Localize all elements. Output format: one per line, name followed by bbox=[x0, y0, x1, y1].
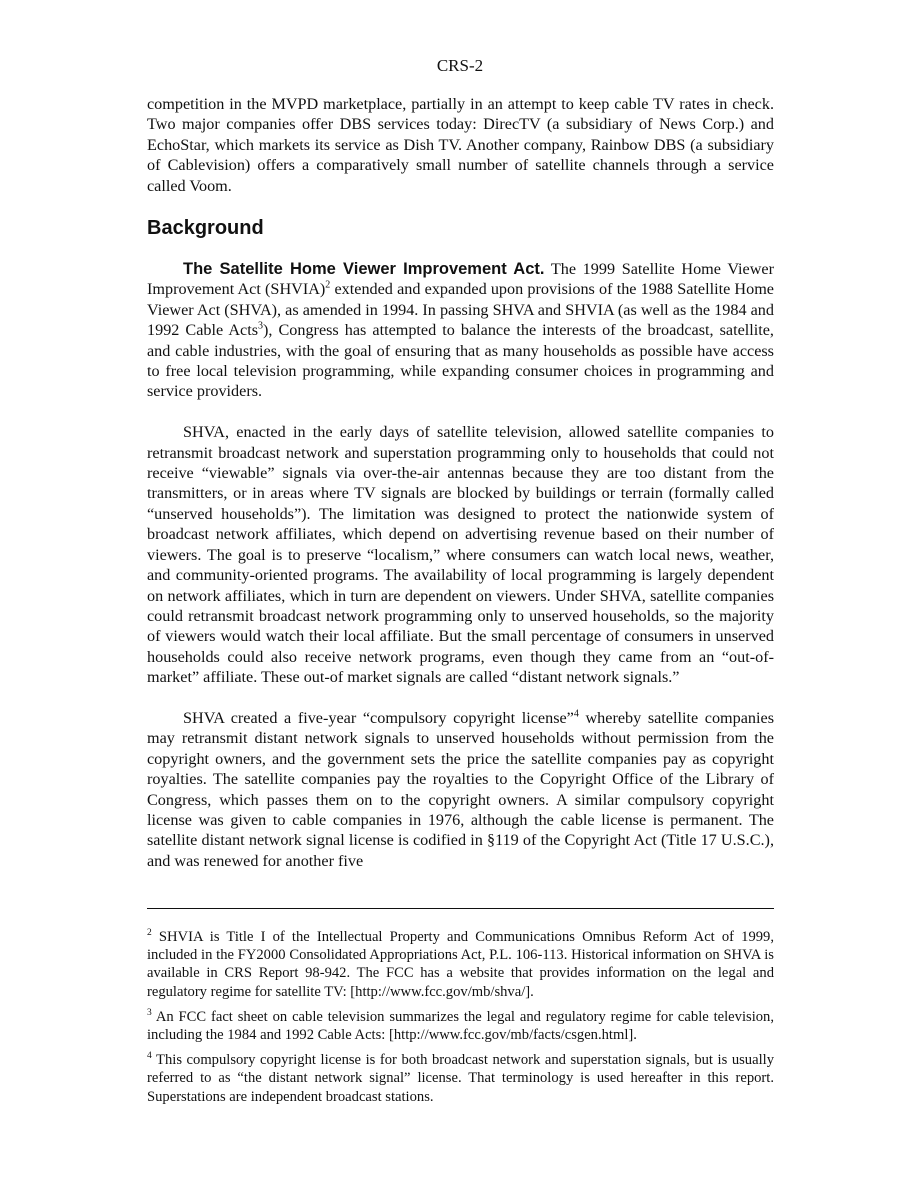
paragraph-intro: competition in the MVPD marketplace, partially in an attempt to keep cable TV rates in check. Two major companies offer DBS services today: DirecTV (a subsidiary of News Corp.) and EchoStar, which markets its service as Dish TV. Another company, Rainbow DBS (a subsidiary of Cablevision) offers a comparatively small number of satellite channels through a service called Voom. bbox=[147, 95, 774, 195]
paragraph-text: extended and expanded upon provisions of the 1988 Satellite Home Viewer Act (SHVA), as amended in 1994. In passing SHVA and SHVIA (as well as the 1984 and 1992 Cable Acts bbox=[147, 280, 774, 340]
paragraph-shvia bbox=[147, 259, 774, 402]
paragraph-text: whereby satellite companies may retransmit distant network signals to unserved households without permission from the copyright owners, and the government sets the price the satellite companies pay as copyright royalties. The satellite companies pay the royalties to the Copyright Office of the Library of Congress, which passes them on to the copyright owners. A similar compulsory copyright license was given to cable companies in 1976, although the cable license is permanent. The satellite distant network signal license is codified in §119 of the Copyright Act (Title 17 U.S.C.), and was renewed for another five bbox=[147, 708, 774, 870]
runin-heading: The Satellite Home Viewer Improvement Act. bbox=[183, 260, 545, 279]
main-text bbox=[147, 94, 774, 871]
footnote-ref[interactable]: 4 bbox=[573, 708, 579, 720]
page-header: CRS-2 bbox=[436, 56, 484, 75]
footnote-item bbox=[147, 928, 774, 1001]
footnote-mark: 2 bbox=[147, 928, 152, 939]
footnote-text: This compulsory copyright license is for both broadcast network and superstation signals, but is usually referred to as “the distant network signal” license. That terminology is used hereafter in this report. Superstations are independent broadcast stations. bbox=[147, 1052, 774, 1105]
footnote-divider bbox=[147, 908, 774, 909]
footnote-ref[interactable]: 3 bbox=[258, 320, 263, 332]
paragraph-text: ), Congress has attempted to balance the interests of the broadcast, satellite, and cable industries, with the goal of ensuring that as many households as possible have access to free local television programming, while expanding consumer choices in programming and service providers. bbox=[147, 321, 774, 401]
footnote-item bbox=[147, 1008, 774, 1044]
footnote-text: An FCC fact sheet on cable television summarizes the legal and regulatory regime for cable television, including the 1984 and 1992 Cable Acts: [http://www.fcc.gov/mb/facts/csgen.html]. bbox=[147, 1008, 774, 1044]
section-heading: Background bbox=[147, 217, 264, 240]
footnotes bbox=[147, 928, 774, 1113]
paragraph-text: The 1999 Satellite Home Viewer Improvement Act (SHVIA) bbox=[147, 260, 774, 299]
footnote-text: SHVIA is Title I of the Intellectual Property and Communications Omnibus Reform Act of 1999, included in the FY2000 Consolidated Appropriations Act, P.L. 106-113. Historical information on SHVA is available in CRS Report 98-942. The FCC has a website that provides information on the legal and regulatory regime for satellite TV: [http://www.fcc.gov/mb/shva/]. bbox=[147, 929, 774, 1000]
footnote-mark: 3 bbox=[147, 1007, 152, 1018]
footnote-ref[interactable]: 2 bbox=[325, 280, 331, 292]
paragraph-compulsory-license bbox=[147, 708, 774, 871]
paragraph-text: SHVA created a five-year “compulsory copyright license” bbox=[183, 708, 574, 727]
footnote-mark: 4 bbox=[147, 1051, 152, 1062]
paragraph-shva-history: SHVA, enacted in the early days of satellite television, allowed satellite companies to retransmit broadcast network and superstation programming only to households that could not receive “viewable” signals via over-the-air antennas because they are too distant from the transmitters, or in areas where TV signals are blocked by buildings or terrain (formally called “unserved households”). The limitation was designed to protect the nationwide system of broadcast network affiliates, which depend on advertising revenue based on their number of viewers. The goal is to preserve “localism,” where consumers can watch local news, weather, and community-oriented programs. The availability of local programming is largely dependent on network affiliates, which in turn are dependent on viewers. Under SHVA, satellite companies could retransmit broadcast network programming only to unserved households, so the majority of viewers would watch their local affiliate. But the small percentage of consumers in unserved households could also receive network programs, even though they came from an “out-of-market” affiliate. These out-of market signals are called “distant network signals.” bbox=[147, 423, 774, 687]
footnote-item bbox=[147, 1051, 774, 1106]
